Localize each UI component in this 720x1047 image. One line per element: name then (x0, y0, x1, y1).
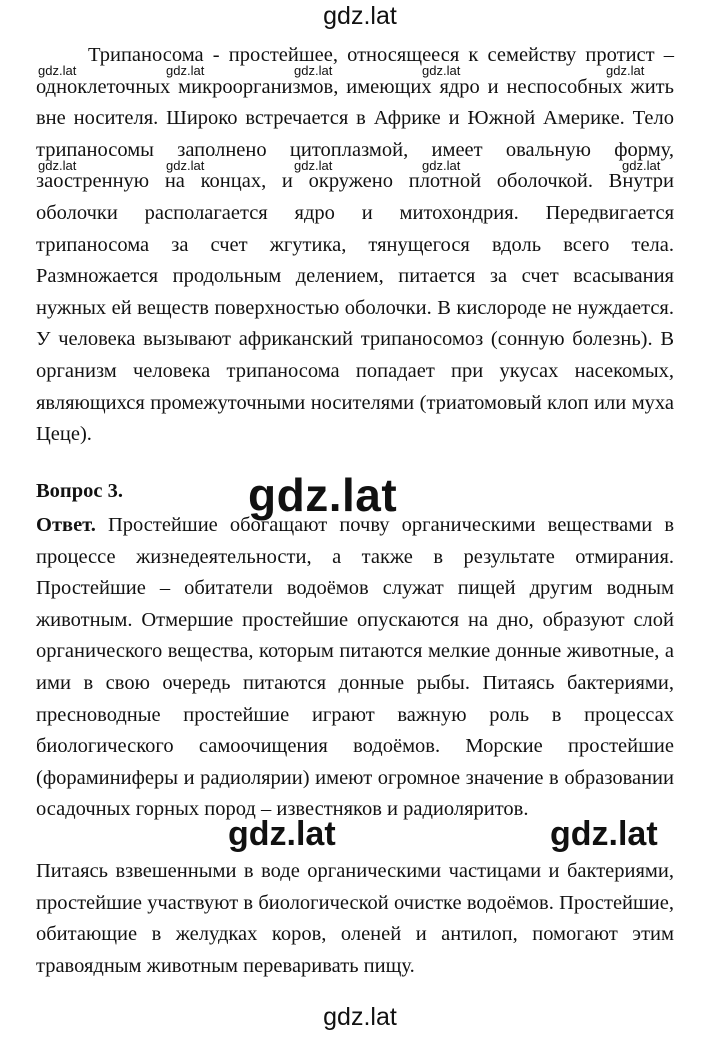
watermark-small: gdz.lat (294, 158, 333, 173)
watermark-small: gdz.lat (166, 63, 205, 78)
paragraph-trypanosoma: Трипаносома - простейшее, относящееся к семейству протист – одноклеточных микроорганизмов, имеющих ядро и неспособных жить вне носителя. Широко встречается в Африке и Южной Америке. Тело трипаносомы заполнено цитоплазмой, имеет овальную форму, заостренную на концах, и окружено плотной оболочкой. Внутри оболочки располагается ядро и митохондрия. Передвигается трипаносома за счет жгутика, тянущегося вдоль всего тела. Размножается продольным делением, питается за счет всасывания нужных ей веществ поверхностью оболочки. В кислороде не нуждается. У человека вызывают африканский трипаносомоз (сонную болезнь). В организм человека трипаносома попадает при укусах насекомых, являющихся промежуточными носителями (триатомовый клоп или муха Цеце). (36, 44, 674, 446)
answer-paragraph (36, 510, 674, 826)
watermark-small: gdz.lat (294, 63, 333, 78)
question-heading: Вопрос 3. (36, 480, 123, 502)
watermark-small: gdz.lat (38, 63, 77, 78)
watermark-bottom: gdz.lat (323, 1003, 397, 1031)
watermark-small: gdz.lat (622, 158, 661, 173)
watermark-large: gdz.lat (248, 469, 398, 521)
watermark-small: gdz.lat (38, 158, 77, 173)
watermark-medium-left: gdz.lat (228, 815, 336, 853)
watermark-small: gdz.lat (606, 63, 645, 78)
watermark-small: gdz.lat (166, 158, 205, 173)
watermark-small: gdz.lat (422, 63, 461, 78)
watermark-medium-right: gdz.lat (550, 815, 658, 853)
paragraph-protozoa-cleaning: Питаясь взвешенными в воде органическими частицами и бактериями, простейшие участвуют в биологической очистке водоёмов. Простейшие, обитающие в желудках коров, оленей и антилоп, помогают этим травоядным животным переваривать пищу. (36, 860, 674, 977)
answer-text: Простейшие обогащают почву органическими веществами в процессе жизнедеятельности, а также в результате отмирания. Простейшие – обитатели водоёмов служат пищей другим водным животным. Отмершие простейшие опускаются на дно, образуют слой органического вещества, которым питаются мелкие донные животные, а ими в свою очередь питаются донные рыбы. Питаясь бактериями, пресноводные простейшие играют важную роль в процессах биологического самоочищения водоёмов. Морские простейшие (фораминиферы и радиолярии) имеют огромное значение в образовании осадочных горных пород – известняков и радиоляритов. (36, 514, 674, 821)
watermark-top: gdz.lat (323, 2, 397, 30)
answer-label: Ответ. (36, 514, 96, 536)
watermark-small: gdz.lat (422, 158, 461, 173)
